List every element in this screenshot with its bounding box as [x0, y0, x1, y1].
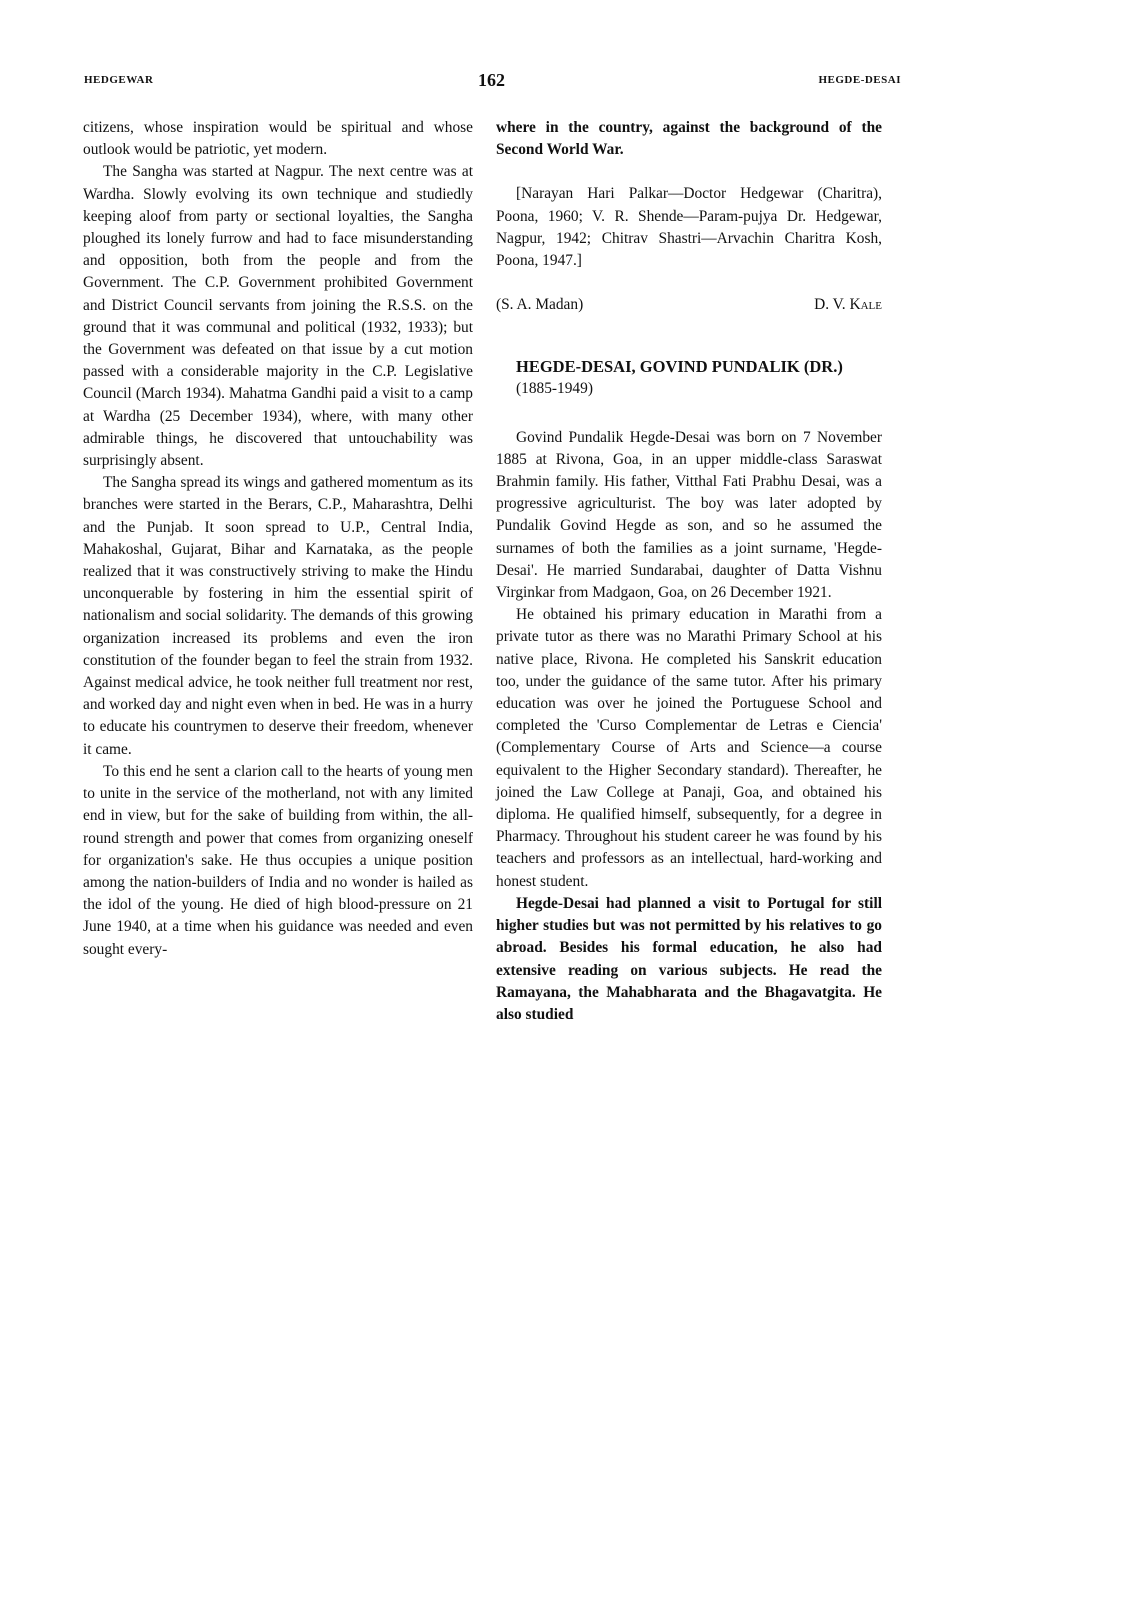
paragraph: The Sangha was started at Nagpur. The next centre was at Wardha. Slowly evolving its own technique and studiedly keeping aloof from party or sectional loyalties, the Sangha ploughed its lonely furrow and had to face misunderstanding and opposition, both from the people and from the Government. The C.P. Government prohibited Government and District Council servants from joining the R.S.S. on the ground that it was communal and political (1932, 1933); but the Government was defeated on that issue by a cut motion passed with a considerable majority in the C.P. Legislative Council (March 1934). Mahatma Gandhi paid a visit to a camp at Wardha (25 December 1934), where, with many other admirable things, he discovered that untouchability was surprisingly absent.: [83, 163, 473, 470]
entry-title: HEGDE-DESAI, GOVIND PUNDALIK (DR.): [516, 357, 843, 377]
running-head-left: HEDGEWAR: [84, 74, 154, 86]
byline: [496, 294, 882, 316]
paragraph: Hegde-Desai had planned a visit to Portugal for still higher studies but was not permitted by his relatives to go abroad. Besides his formal education, he also had extensive reading on various subjects. He read the Ramayana, the Mahabharata and the Bhagavatgita. He also studied: [496, 894, 882, 1023]
continuation-paragraph: where in the country, against the background of the Second World War.: [496, 119, 882, 159]
left-column: [83, 117, 473, 961]
byline-right: D. V. Kale: [814, 296, 882, 314]
paragraph: citizens, whose inspiration would be spiritual and whose outlook would be patriotic, yet modern.: [83, 119, 473, 159]
paragraph: The Sangha spread its wings and gathered momentum as its branches were started in the Berars, C.P., Maharashtra, Delhi and the Punjab. It soon spread to U.P., Central India, Mahakoshal, Gujarat, Bihar and Karnataka, as the people realized that it was constructively striving to make the Hindu unconquerable by fostering in him the essential spirit of nationalism and social solidarity. The demands of this growing organization increased its problems and even the iron constitution of the founder began to feel the strain from 1932. Against medical advice, he took neither full treatment nor rest, and worked day and night even when in bed. He was in a hurry to educate his countrymen to deserve their freedom, whenever it came.: [83, 474, 473, 758]
paragraph: Govind Pundalik Hegde-Desai was born on 7 November 1885 at Rivona, Goa, in an upper middle-class Saraswat Brahmin family. His father, Vitthal Fati Prabhu Desai, was a progressive agriculturist. The boy was later adopted by Pundalik Govind Hegde as son, and so he assumed the surnames of both the families as a joint surname, 'Hegde-Desai'. He married Sundarabai, daughter of Datta Vishnu Virginkar from Madgaon, Goa, on 26 December 1921.: [496, 428, 882, 602]
page-number: 162: [478, 70, 505, 90]
right-column: [496, 117, 882, 1026]
byline-left: (S. A. Madan): [496, 296, 584, 314]
paragraph: To this end he sent a clarion call to the hearts of young men to unite in the service of the motherland, not with any limited end in view, but for the sake of building from within, the all-round strength and power that comes from organizing oneself for organization's sake. He thus occupies a unique position among the nation-builders of India and no wonder is hailed as the idol of the young. He died of high blood-pressure on 21 June 1940, at a time when his guidance was needed and even sought every-: [83, 762, 473, 958]
running-head-right: HEGDE-DESAI: [818, 74, 901, 86]
entry-dates: (1885-1949): [516, 380, 593, 398]
references: [Narayan Hari Palkar—Doctor Hedgewar (Charitra), Poona, 1960; V. R. Shende—Param-pujya Dr. Hedgewar, Nagpur, 1942; Chitrav Shastri—Arvachin Charitra Kosh, Poona, 1947.]: [496, 185, 882, 270]
paragraph: He obtained his primary education in Marathi from a private tutor as there was no Marathi Primary School at his native place, Rivona. He completed his Sanskrit education too, under the guidance of the same tutor. After his primary education was over he joined the Portuguese School and completed the 'Curso Complementar de Letras e Ciencia' (Complementary Course of Arts and Science—a course equivalent to the Higher Secondary standard). Thereafter, he joined the Law College at Panaji, Goa, and obtained his diploma. He qualified himself, subsequently, for a degree in Pharmacy. Throughout his student career he was found by his teachers and professors as an intellectual, hard-working and honest student.: [496, 606, 882, 890]
